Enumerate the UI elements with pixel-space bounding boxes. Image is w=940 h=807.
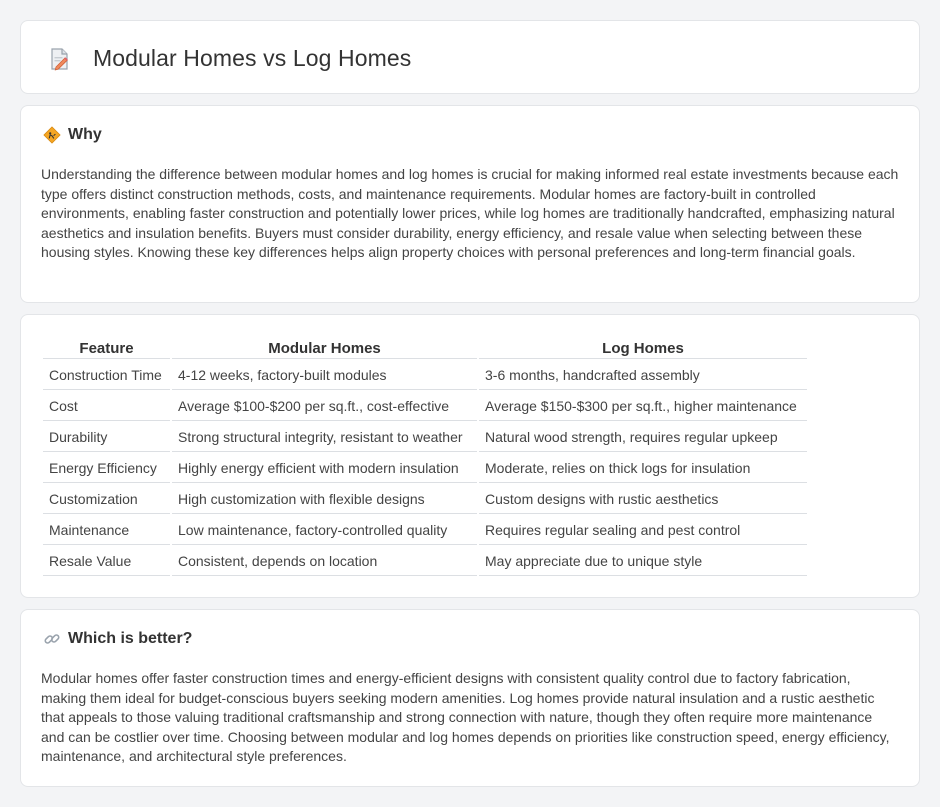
table-row bbox=[43, 454, 807, 483]
better-heading-row bbox=[43, 630, 192, 648]
feature-cell: Cost bbox=[43, 392, 170, 421]
header-card bbox=[20, 20, 920, 94]
modular-cell: 4-12 weeks, factory-built modules bbox=[172, 361, 477, 390]
table-row bbox=[43, 361, 807, 390]
page-title: Modular Homes vs Log Homes bbox=[93, 45, 412, 71]
why-paragraph: Understanding the difference between modular homes and log homes is crucial for making informed real estate investments because each type offers distinct construction methods, costs, and maintenance requirements. Modular homes are factory-built in controlled environments, enabling faster construction and potentially lower prices, while log homes are traditionally handcrafted, emphasizing natural aesthetics and insulation benefits. Buyers must consider durability, energy efficiency, and resale value when selecting between these housing styles. Knowing these key differences helps align property choices with personal preferences and long-term financial goals. bbox=[41, 166, 899, 261]
table-row bbox=[43, 423, 807, 452]
feature-cell: Durability bbox=[43, 423, 170, 452]
header-log-homes: Log Homes bbox=[479, 337, 807, 359]
feature-cell: Construction Time bbox=[43, 361, 170, 390]
feature-cell: Resale Value bbox=[43, 547, 170, 576]
feature-cell: Customization bbox=[43, 485, 170, 514]
table-row bbox=[43, 392, 807, 421]
document-icon bbox=[47, 47, 71, 71]
modular-cell: Average $100-$200 per sq.ft., cost-effective bbox=[172, 392, 477, 421]
why-section bbox=[20, 105, 920, 303]
better-heading: Which is better? bbox=[68, 630, 193, 647]
log-cell: Requires regular sealing and pest control bbox=[479, 516, 807, 545]
table-row bbox=[43, 547, 807, 576]
table-header-row bbox=[43, 337, 807, 359]
log-cell: 3-6 months, handcrafted assembly bbox=[479, 361, 807, 390]
table-row bbox=[43, 485, 807, 514]
modular-cell: High customization with flexible designs bbox=[172, 485, 477, 514]
header-modular-homes: Modular Homes bbox=[172, 337, 477, 359]
log-cell: Natural wood strength, requires regular upkeep bbox=[479, 423, 807, 452]
feature-cell: Maintenance bbox=[43, 516, 170, 545]
better-paragraph: Modular homes offer faster construction times and energy-efficient designs with consistent quality control due to factory fabrication, making them ideal for budget-conscious buyers seeking modern amenities. Log homes provide natural insulation and a rustic aesthetic that appeals to those valuing traditional craftsmanship and strong connection with nature, though they often require more maintenance and can be costlier over time. Choosing between modular and log homes depends on priorities like construction speed, energy efficiency, maintenance, and architectural style preferences. bbox=[41, 670, 890, 765]
warning-sign-icon bbox=[43, 126, 61, 144]
modular-cell: Consistent, depends on location bbox=[172, 547, 477, 576]
header-feature: Feature bbox=[43, 337, 170, 359]
table-row bbox=[43, 516, 807, 545]
modular-cell: Highly energy efficient with modern insulation bbox=[172, 454, 477, 483]
modular-cell: Low maintenance, factory-controlled quality bbox=[172, 516, 477, 545]
log-cell: Custom designs with rustic aesthetics bbox=[479, 485, 807, 514]
link-icon bbox=[43, 630, 61, 648]
feature-cell: Energy Efficiency bbox=[43, 454, 170, 483]
why-heading: Why bbox=[68, 126, 102, 143]
modular-cell: Strong structural integrity, resistant to weather bbox=[172, 423, 477, 452]
comparison-table bbox=[41, 335, 809, 578]
log-cell: Average $150-$300 per sq.ft., higher maintenance bbox=[479, 392, 807, 421]
title-row bbox=[47, 45, 411, 72]
comparison-section bbox=[20, 314, 920, 598]
which-is-better-section bbox=[20, 609, 920, 787]
log-cell: Moderate, relies on thick logs for insulation bbox=[479, 454, 807, 483]
why-heading-row bbox=[43, 126, 102, 144]
log-cell: May appreciate due to unique style bbox=[479, 547, 807, 576]
